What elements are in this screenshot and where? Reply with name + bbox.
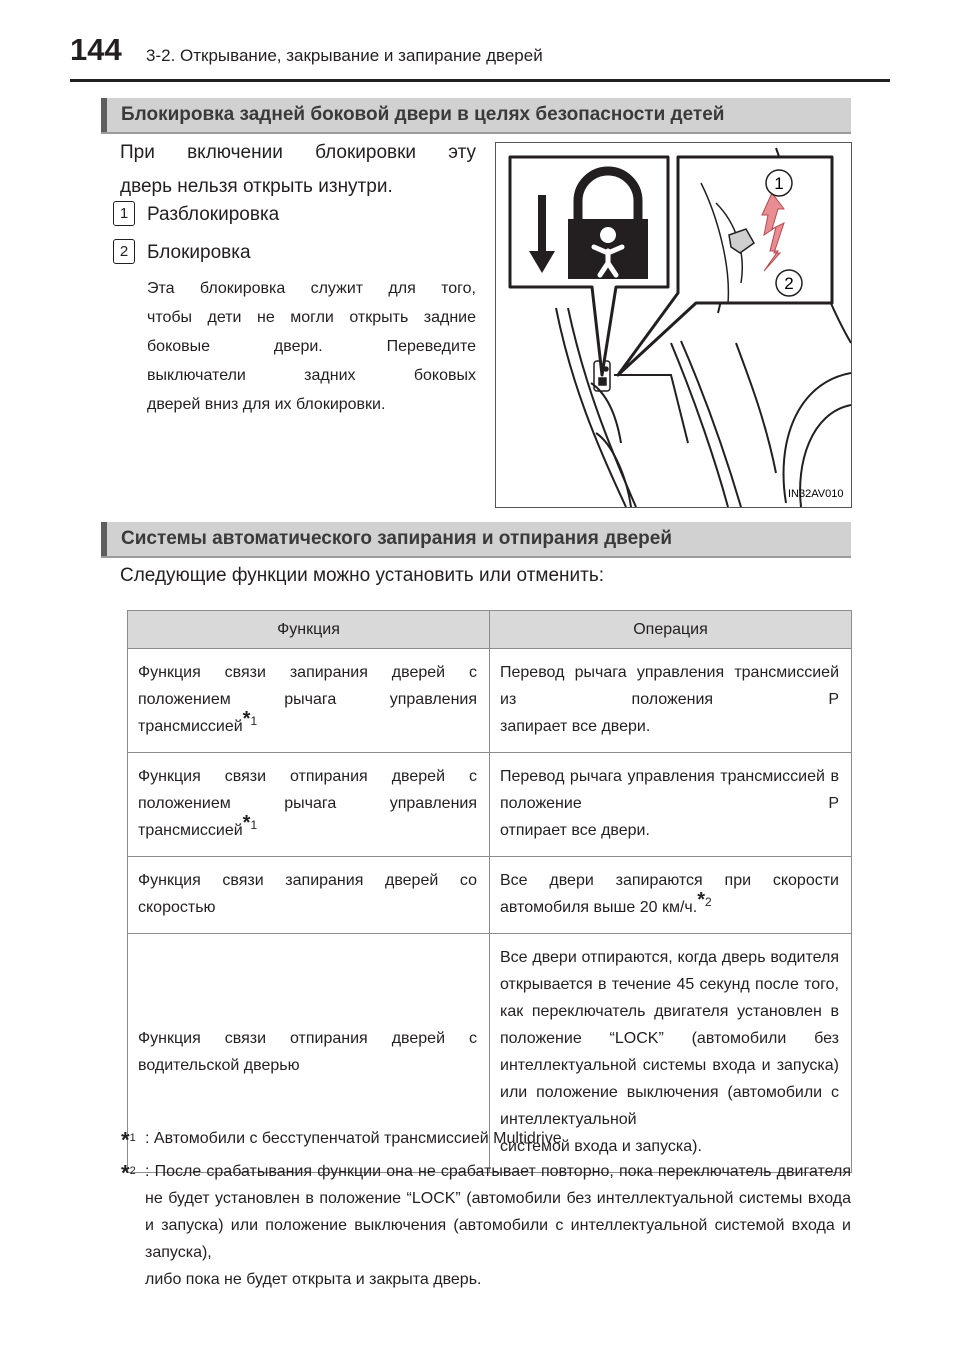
page-header-title: 3-2. Открывание, закрывание и запирание дверей	[146, 46, 543, 65]
item-label-unlock: Разблокировка	[147, 204, 280, 225]
note-line: боковые двери. Переведите	[147, 338, 476, 355]
table-row	[128, 857, 852, 934]
figure-code: IN32AV010	[788, 488, 844, 500]
note-line: выключатели задних боковых	[147, 367, 476, 384]
operation-cell: Все двери отпираются, когда дверь водителя открывается в течение 45 секунд после того, как переключатель двигателя установлен в положение “LOCK” (автомобили без интеллектуальной системы входа и запуска) или положение выключения (автомобили с интеллектуальной системой входа и запуска).	[490, 934, 852, 1173]
operation-cell: Перевод рычага управления трансмиссией в положение P отпирает все двери.	[490, 753, 852, 857]
functions-table	[127, 610, 852, 1173]
footnote-1: *$^1$ : Автомобили с бесступенчатой трансмиссией Multidrive	[145, 1125, 851, 1152]
column-header-operation: Операция	[490, 611, 852, 649]
footnote-ref: *1	[242, 707, 258, 730]
function-cell: Функция связи запирания дверей с положением рычага управления трансмиссией$^{*1}$	[128, 649, 490, 753]
section-heading-child-lock	[101, 98, 851, 134]
function-cell: Функция связи отпирания дверей с водительской дверью	[128, 934, 490, 1173]
intro-line-1: При включении блокировки эту	[120, 142, 476, 163]
intro-line-2: дверь нельзя открыть изнутри.	[120, 176, 393, 197]
item-label-lock: Блокировка	[147, 242, 251, 263]
callout-1: 1	[774, 174, 784, 193]
header-rule	[70, 79, 890, 82]
section-title: Системы автоматического запирания и отпирания дверей	[121, 528, 673, 549]
footnote-ref: *2	[697, 888, 712, 911]
child-lock-figure	[495, 142, 852, 508]
operation-cell: Все двери запираются при скорости автомобиля выше 20 км/ч.$^{*2}$	[490, 857, 852, 934]
section-heading-auto-lock	[101, 522, 851, 558]
footnote-2: *$^2$ : После срабатывания функции она не срабатывает повторно, пока переключатель двигателя не будет установлен в положение “LOCK” (автомобили без интеллектуальной системы входа и запуска) или положение выключения (автомобили с интеллектуальной системой входа и запуска), либо пока не будет открыта и закрыта дверь.	[145, 1158, 851, 1293]
operation-cell: Перевод рычага управления трансмиссией из положения P запирает все двери.	[490, 649, 852, 753]
note-line: Эта блокировка служит для того,	[147, 280, 476, 297]
footnote-ref: *1	[242, 811, 258, 834]
column-header-function: Функция	[128, 611, 490, 649]
footnote-marker: *$^2$	[121, 1160, 136, 1186]
table-row	[128, 753, 852, 857]
callout-2: 2	[784, 274, 794, 293]
page-number: 144	[70, 32, 122, 67]
table-header-row	[128, 611, 852, 649]
function-cell: Функция связи отпирания дверей с положением рычага управления трансмиссией$^{*1}$	[128, 753, 490, 857]
item-number-badge-2: 2	[113, 239, 135, 264]
item-number-badge-1: 1	[113, 201, 135, 226]
child-lock-note	[147, 274, 476, 419]
note-line: дверей вниз для их блокировки.	[147, 396, 386, 413]
child-lock-illustration	[496, 143, 851, 507]
note-line: чтобы дети не могли открыть задние	[147, 309, 476, 326]
footnote-marker: *$^1$	[121, 1127, 136, 1153]
function-cell: Функция связи запирания дверей со скоростью	[128, 857, 490, 934]
table-row	[128, 649, 852, 753]
section-accent	[101, 522, 107, 556]
table-intro: Следующие функции можно установить или отменить:	[120, 565, 605, 586]
section-accent	[101, 98, 107, 132]
section-title: Блокировка задней боковой двери в целях безопасности детей	[121, 104, 725, 125]
